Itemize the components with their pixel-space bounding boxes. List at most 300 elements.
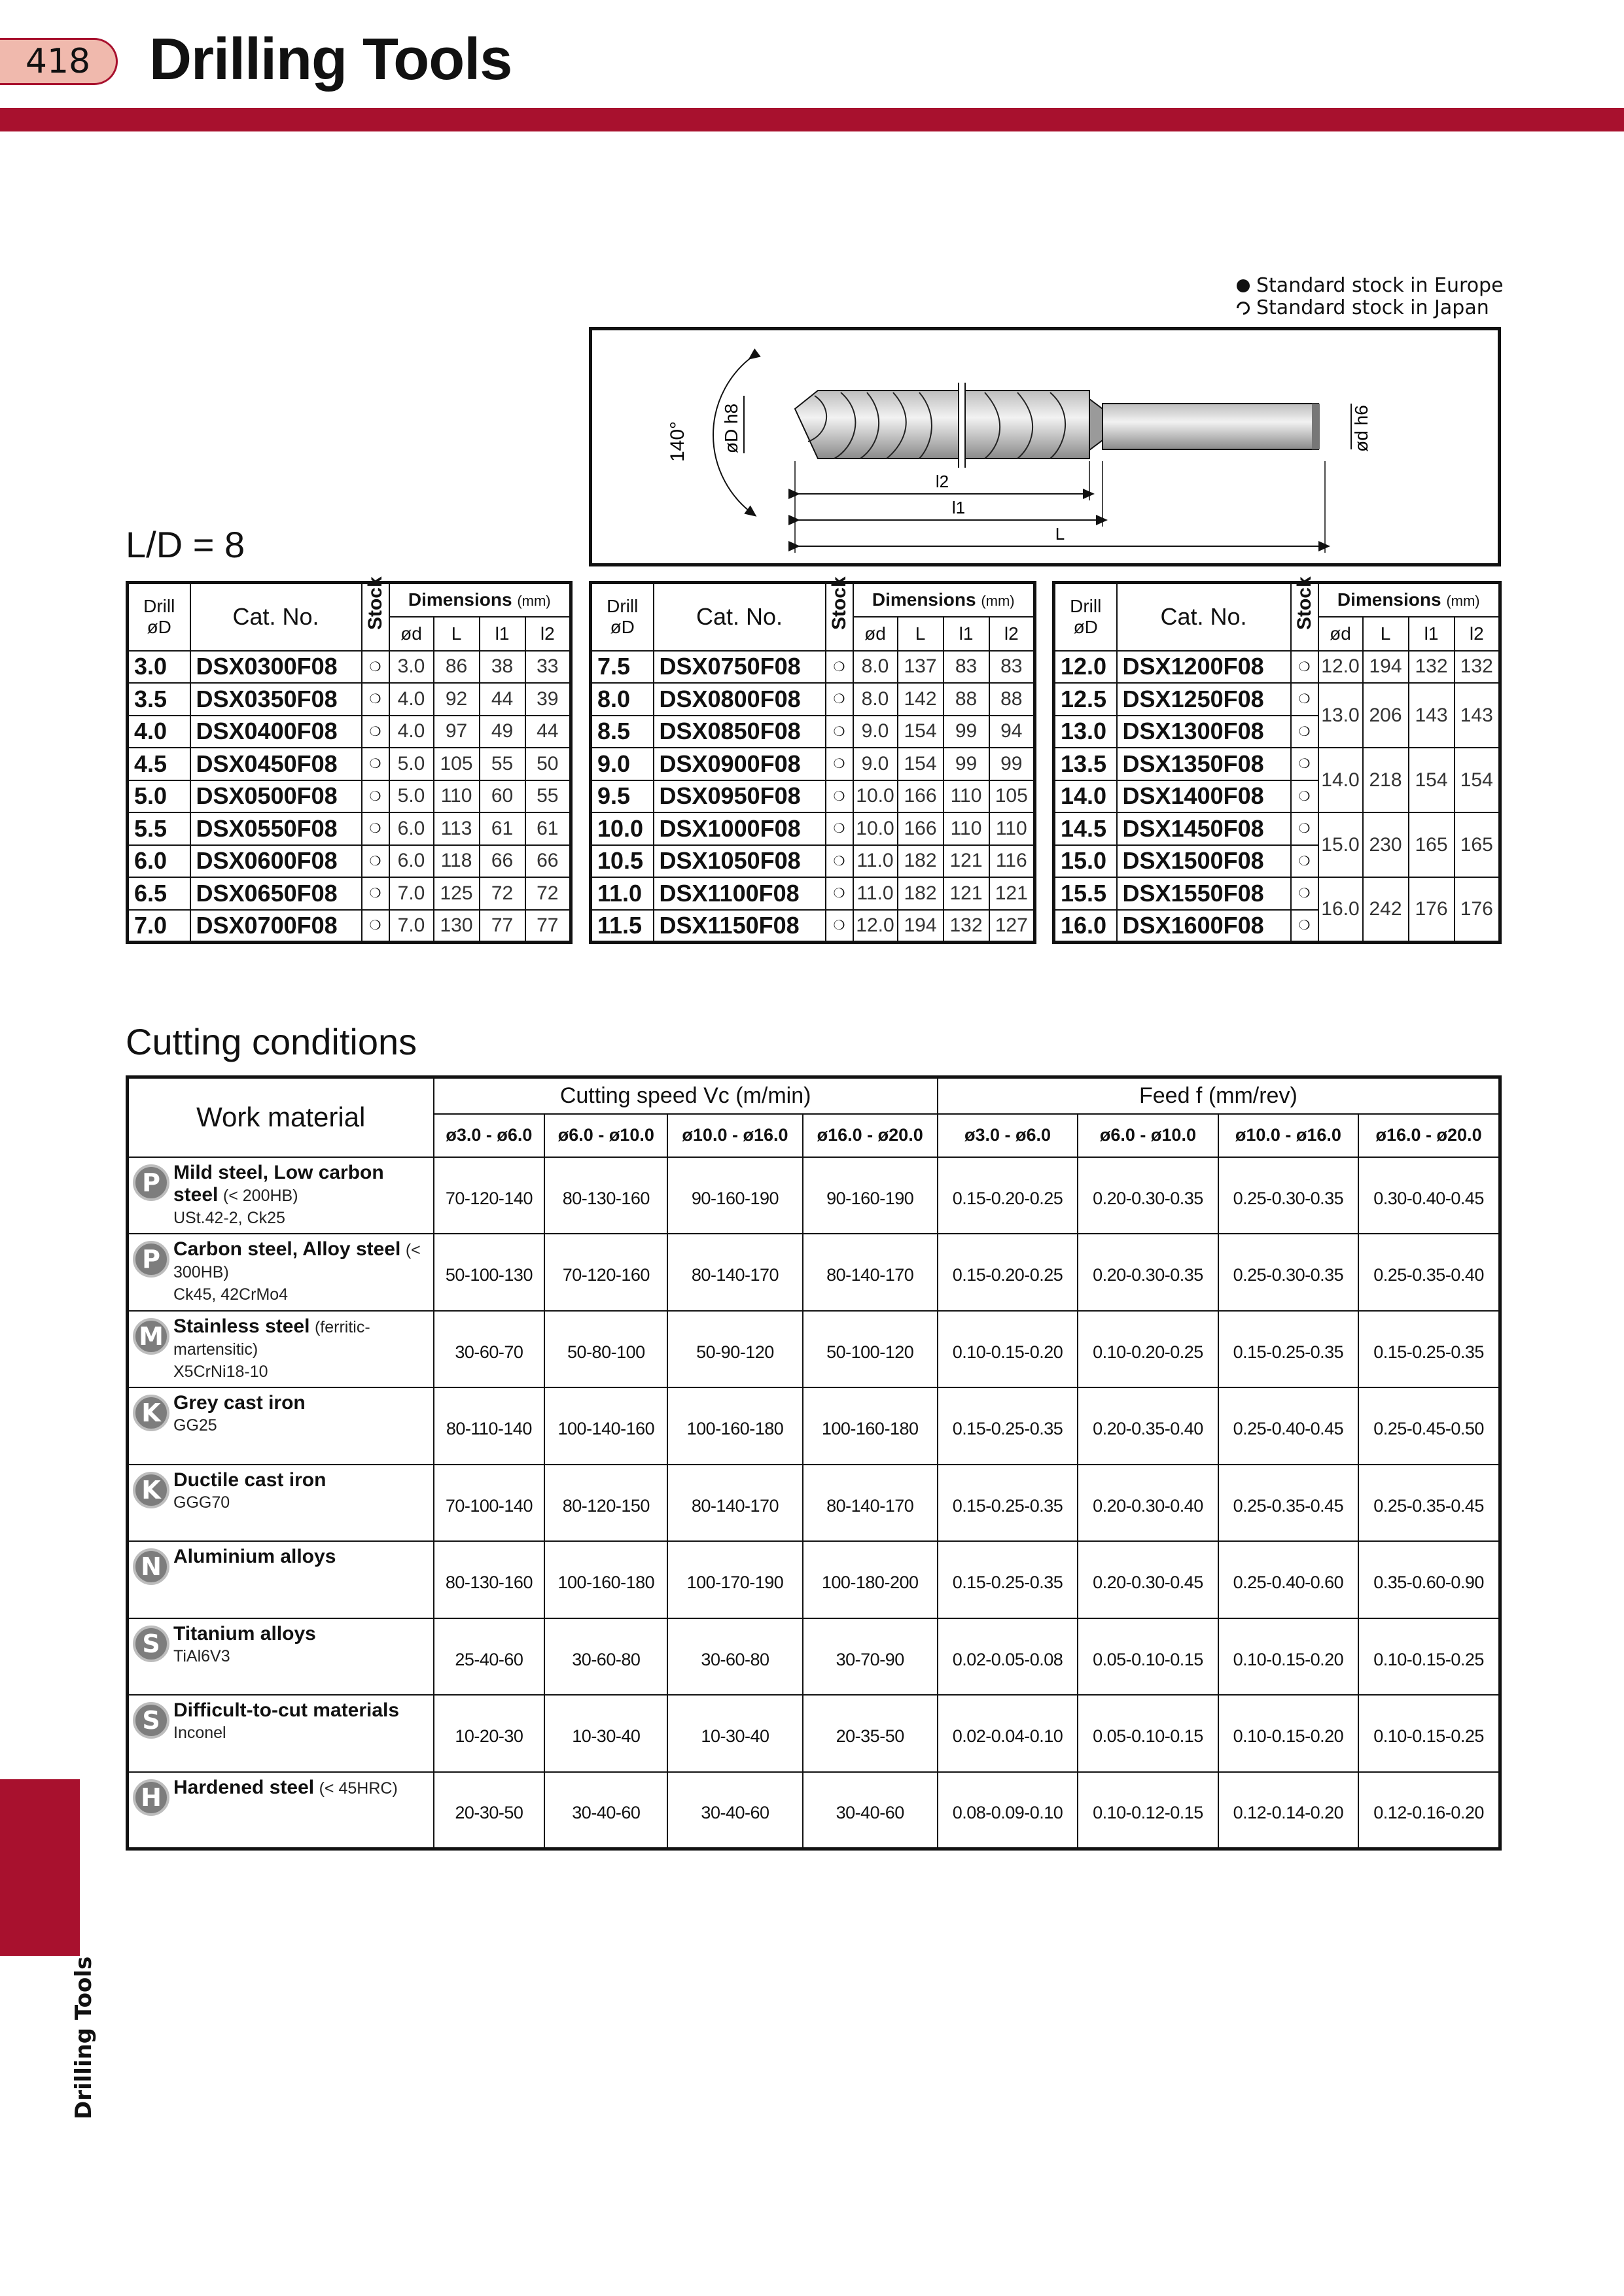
catalog-number: DSX0750F08: [654, 651, 826, 684]
stock-open-circle-icon: ❍: [826, 716, 853, 748]
dim-od: 15.0: [1318, 812, 1363, 877]
stock-open-circle-icon: ❍: [362, 683, 389, 716]
drill-diameter: 9.0: [591, 748, 654, 780]
dim-l2: 83: [989, 651, 1035, 684]
drill-diameter: 12.5: [1054, 683, 1117, 716]
shank-end: [1312, 404, 1320, 449]
material-info: [133, 1699, 431, 1744]
material-example: Inconel: [173, 1724, 226, 1742]
legend-japan: [1237, 297, 1504, 319]
cutting-speed-value: 90-160-190: [803, 1157, 938, 1234]
drill-diameter: 15.0: [1054, 845, 1117, 878]
dim-l2: 127: [989, 910, 1035, 943]
dim-l2: 94: [989, 716, 1035, 748]
iso-s-icon: S: [133, 1626, 169, 1662]
iso-p-icon: P: [133, 1241, 169, 1278]
L-label: L: [1055, 524, 1065, 544]
catalog-number: DSX0900F08: [654, 748, 826, 780]
material-name: Ductile cast iron: [173, 1469, 327, 1491]
catalog-number: DSX0500F08: [190, 780, 362, 813]
material-row: [128, 1618, 1500, 1696]
feed-value: 0.25-0.30-0.35: [1218, 1157, 1358, 1234]
dim-L: 194: [1363, 651, 1409, 684]
feed-value: 0.20-0.35-0.40: [1078, 1387, 1218, 1465]
dim-od: 5.0: [389, 780, 434, 813]
drill-header-label: Drill: [143, 596, 175, 617]
stock-open-circle-icon: ❍: [362, 716, 389, 748]
material-name: Stainless steel: [173, 1315, 310, 1337]
dim-l1: 154: [1409, 748, 1455, 812]
material-text: [173, 1469, 326, 1514]
dim-l1: 99: [944, 748, 989, 780]
cutting-speed-value: 100-180-200: [803, 1541, 938, 1618]
speed-range-header: ø3.0 - ø6.0: [434, 1114, 545, 1157]
feed-value: 0.10-0.15-0.20: [1218, 1618, 1358, 1696]
dim-l2: 33: [525, 651, 571, 684]
dimensions-header: [389, 583, 571, 617]
dim-L: 166: [898, 780, 944, 813]
material-info: [133, 1623, 431, 1667]
material-cell: [128, 1157, 434, 1234]
dim-od: 4.0: [389, 683, 434, 716]
dim-l2: 154: [1455, 748, 1500, 812]
dim-od: 8.0: [853, 651, 898, 684]
feed-value: 0.05-0.10-0.15: [1078, 1695, 1218, 1772]
drill-diameter: 8.5: [591, 716, 654, 748]
stock-open-circle-icon: ❍: [1291, 683, 1318, 716]
stock-open-circle-icon: ❍: [826, 651, 853, 684]
dim-od: 9.0: [853, 748, 898, 780]
stock-open-circle-icon: ❍: [1291, 716, 1318, 748]
material-cell: [128, 1618, 434, 1696]
catalog-number: DSX0650F08: [190, 877, 362, 910]
dim-od: 6.0: [389, 845, 434, 878]
dim-l1: 99: [944, 716, 989, 748]
dim-od: 11.0: [853, 845, 898, 878]
dim-od: 13.0: [1318, 683, 1363, 748]
material-row: [128, 1772, 1500, 1849]
neck: [1089, 399, 1103, 450]
table-row: [128, 845, 571, 878]
feed-value: 0.25-0.40-0.60: [1218, 1541, 1358, 1618]
dim-od: 14.0: [1318, 748, 1363, 812]
material-text: [173, 1392, 306, 1436]
stock-open-circle-icon: ❍: [1291, 910, 1318, 943]
dim-L: 113: [434, 812, 480, 845]
catalog-number: DSX0600F08: [190, 845, 362, 878]
drill-header-sub: øD: [610, 617, 635, 638]
stock-open-circle-icon: ❍: [362, 748, 389, 780]
catalog-number: DSX1000F08: [654, 812, 826, 845]
drill-diameter: 15.5: [1054, 877, 1117, 910]
feed-value: 0.25-0.35-0.45: [1358, 1465, 1500, 1542]
stock-header-label: Stock: [364, 576, 386, 631]
material-row: [128, 1387, 1500, 1465]
material-name: Hardened steel: [173, 1776, 315, 1798]
cutting-speed-value: 100-160-180: [803, 1387, 938, 1465]
catalog-number: DSX1200F08: [1117, 651, 1291, 684]
material-name: Mild steel, Low carbon steel: [173, 1161, 384, 1206]
dim-od: 9.0: [853, 716, 898, 748]
dim-l1: 49: [480, 716, 525, 748]
table-row: [128, 651, 571, 684]
dim-od: 8.0: [853, 683, 898, 716]
feed-value: 0.15-0.25-0.35: [938, 1387, 1078, 1465]
dim-l2: 39: [525, 683, 571, 716]
cutting-conditions-table: [126, 1075, 1502, 1851]
dim-L: 182: [898, 845, 944, 878]
catalog-number: DSX0350F08: [190, 683, 362, 716]
dim-header-l1: l1: [480, 617, 525, 651]
shank-diameter-label: ød h6: [1351, 405, 1371, 452]
dim-l2: 165: [1455, 812, 1500, 877]
table-row: [591, 910, 1035, 943]
cutting-speed-value: 20-35-50: [803, 1695, 938, 1772]
side-tab-label: Drilling Tools: [71, 1956, 97, 2119]
dimensions-unit: (mm): [1446, 593, 1480, 610]
iso-k-icon: K: [133, 1472, 169, 1508]
material-info: [133, 1238, 431, 1306]
drill-diameter: 14.5: [1054, 812, 1117, 845]
material-example: GGG70: [173, 1493, 230, 1512]
stock-header-label: Stock: [1293, 576, 1315, 631]
dim-l1: 83: [944, 651, 989, 684]
material-info: [133, 1315, 431, 1383]
dim-header-l2: l2: [525, 617, 571, 651]
dim-od: 12.0: [1318, 651, 1363, 684]
shank: [1103, 404, 1318, 449]
stock-header: [1291, 576, 1318, 651]
work-material-header: Work material: [128, 1077, 434, 1157]
cutting-speed-value: 30-60-80: [667, 1618, 802, 1696]
dim-l1: 110: [944, 780, 989, 813]
table-row: [1054, 877, 1500, 910]
cutting-speed-value: 30-40-60: [803, 1772, 938, 1849]
drill-drawing: [592, 330, 1498, 563]
iso-k-icon: K: [133, 1395, 169, 1431]
catalog-number: DSX0450F08: [190, 748, 362, 780]
dim-od: 6.0: [389, 812, 434, 845]
cutting-speed-value: 80-110-140: [434, 1387, 545, 1465]
cutting-speed-value: 80-120-150: [544, 1465, 667, 1542]
table-row: [128, 748, 571, 780]
catalog-number: DSX1150F08: [654, 910, 826, 943]
stock-header: [826, 576, 853, 651]
feed-value: 0.35-0.60-0.90: [1358, 1541, 1500, 1618]
material-note: (ferritic-martensitic): [173, 1317, 370, 1359]
feed-value: 0.15-0.20-0.25: [938, 1234, 1078, 1311]
material-name: Aluminium alloys: [173, 1546, 336, 1567]
catalog-number: DSX0850F08: [654, 716, 826, 748]
stock-open-circle-icon: ❍: [826, 845, 853, 878]
feed-value: 0.08-0.09-0.10: [938, 1772, 1078, 1849]
drill-diameter: 4.0: [128, 716, 190, 748]
drill-diameter: 7.0: [128, 910, 190, 943]
dim-l1: 72: [480, 877, 525, 910]
drill-diameter: 12.0: [1054, 651, 1117, 684]
material-row: [128, 1311, 1500, 1388]
catalog-number: DSX1300F08: [1117, 716, 1291, 748]
feed-value: 0.20-0.30-0.35: [1078, 1234, 1218, 1311]
cutting-speed-value: 10-30-40: [667, 1695, 802, 1772]
dim-header-L: L: [434, 617, 480, 651]
drill-diameter: 9.5: [591, 780, 654, 813]
stock-open-circle-icon: ❍: [362, 780, 389, 813]
material-row: [128, 1695, 1500, 1772]
material-row: [128, 1541, 1500, 1618]
stock-open-circle-icon: ❍: [826, 780, 853, 813]
feed-value: 0.12-0.16-0.20: [1358, 1772, 1500, 1849]
dim-l2: 77: [525, 910, 571, 943]
side-tab-block: [0, 1779, 80, 1956]
feed-value: 0.10-0.15-0.20: [1218, 1695, 1358, 1772]
header-bar: [0, 108, 1624, 131]
feed-value: 0.05-0.10-0.15: [1078, 1618, 1218, 1696]
stock-open-circle-icon: ❍: [362, 812, 389, 845]
dim-L: 110: [434, 780, 480, 813]
stock-open-circle-icon: ❍: [1291, 748, 1318, 780]
dim-header-l1: l1: [944, 617, 989, 651]
dim-header-L: L: [1363, 617, 1409, 651]
material-name: Difficult-to-cut materials: [173, 1699, 400, 1721]
catalog-number: DSX1050F08: [654, 845, 826, 878]
dim-L: 194: [898, 910, 944, 943]
legend-japan-text: Standard stock in Japan: [1256, 296, 1489, 319]
cutting-speed-value: 80-140-170: [803, 1234, 938, 1311]
table-row: [591, 683, 1035, 716]
cutting-speed-value: 30-60-80: [544, 1618, 667, 1696]
cutting-speed-value: 100-170-190: [667, 1541, 802, 1618]
feed-value: 0.25-0.35-0.45: [1218, 1465, 1358, 1542]
dim-l2: 110: [989, 812, 1035, 845]
dim-L: 166: [898, 812, 944, 845]
table-row: [591, 748, 1035, 780]
feed-value: 0.10-0.15-0.25: [1358, 1695, 1500, 1772]
cutting-speed-value: 80-140-170: [667, 1234, 802, 1311]
dim-l2: 132: [1455, 651, 1500, 684]
dim-l2: 50: [525, 748, 571, 780]
cat-header: Cat. No.: [1117, 583, 1291, 651]
dim-l1: 66: [480, 845, 525, 878]
material-text: [173, 1546, 336, 1568]
feed-range-header: ø3.0 - ø6.0: [938, 1114, 1078, 1157]
stock-open-circle-icon: ❍: [1291, 780, 1318, 813]
feed-value: 0.02-0.05-0.08: [938, 1618, 1078, 1696]
table-row: [1054, 683, 1500, 716]
stock-open-circle-icon: ❍: [362, 877, 389, 910]
material-cell: [128, 1234, 434, 1311]
dim-l1: 132: [1409, 651, 1455, 684]
material-name: Carbon steel, Alloy steel: [173, 1238, 401, 1260]
drill-diameter: 11.0: [591, 877, 654, 910]
catalog-number: DSX0800F08: [654, 683, 826, 716]
material-example: Ck45, 42CrMo4: [173, 1285, 289, 1304]
page-title: Drilling Tools: [149, 27, 512, 92]
dim-L: 154: [898, 716, 944, 748]
cutting-speed-value: 50-90-120: [667, 1311, 802, 1388]
dim-header-od: ød: [853, 617, 898, 651]
table-row: [128, 877, 571, 910]
material-cell: [128, 1465, 434, 1542]
drill-diameter: 8.0: [591, 683, 654, 716]
drill-header: [128, 583, 190, 651]
stock-open-circle-icon: ❍: [826, 683, 853, 716]
material-info: [133, 1546, 431, 1585]
dimensions-label: Dimensions: [1337, 589, 1441, 610]
dim-L: 125: [434, 877, 480, 910]
stock-open-circle-icon: ❍: [826, 812, 853, 845]
dim-L: 206: [1363, 683, 1409, 748]
dim-L: 182: [898, 877, 944, 910]
dimensions-label: Dimensions: [408, 589, 512, 610]
dim-l2: 176: [1455, 877, 1500, 942]
feed-value: 0.15-0.25-0.35: [1218, 1311, 1358, 1388]
angle-label: 140°: [667, 421, 688, 462]
drill-diameter: 6.5: [128, 877, 190, 910]
dim-od: 5.0: [389, 748, 434, 780]
table-row: [128, 910, 571, 943]
ld-table-2: [589, 576, 1036, 944]
feed-value: 0.10-0.15-0.25: [1358, 1618, 1500, 1696]
dim-L: 154: [898, 748, 944, 780]
cutting-heading: Cutting conditions: [126, 1021, 417, 1062]
material-text: [173, 1699, 399, 1744]
speed-range-header: ø10.0 - ø16.0: [667, 1114, 802, 1157]
table-row: [591, 845, 1035, 878]
material-row: [128, 1234, 1500, 1311]
cutting-speed-value: 70-100-140: [434, 1465, 545, 1542]
feed-range-header: ø6.0 - ø10.0: [1078, 1114, 1218, 1157]
table-row: [1054, 651, 1500, 684]
stock-header-label: Stock: [828, 576, 850, 631]
cutting-speed-value: 50-100-120: [803, 1311, 938, 1388]
dim-l1: 55: [480, 748, 525, 780]
dimensions-label: Dimensions: [872, 589, 976, 610]
drill-diameter: 13.0: [1054, 716, 1117, 748]
stock-open-circle-icon: ❍: [826, 877, 853, 910]
dim-l2: 72: [525, 877, 571, 910]
cutting-speed-value: 70-120-140: [434, 1157, 545, 1234]
catalog-number: DSX1100F08: [654, 877, 826, 910]
ld-table-1: [126, 576, 573, 944]
stock-open-circle-icon: ❍: [826, 748, 853, 780]
catalog-number: DSX1400F08: [1117, 780, 1291, 813]
table-row: [128, 716, 571, 748]
iso-s-icon: S: [133, 1702, 169, 1739]
feed-header: Feed f (mm/rev): [938, 1077, 1500, 1114]
material-text: [173, 1315, 431, 1383]
table-row: [1054, 748, 1500, 780]
dim-L: 118: [434, 845, 480, 878]
drill-diameter: 5.0: [128, 780, 190, 813]
dimensions-unit: (mm): [517, 593, 551, 610]
cutting-speed-value: 10-30-40: [544, 1695, 667, 1772]
catalog-number: DSX1350F08: [1117, 748, 1291, 780]
drill-diameter: 6.0: [128, 845, 190, 878]
feed-value: 0.10-0.15-0.20: [938, 1311, 1078, 1388]
cutting-speed-value: 30-40-60: [544, 1772, 667, 1849]
dim-l1: 44: [480, 683, 525, 716]
table-row: [591, 780, 1035, 813]
feed-value: 0.20-0.30-0.45: [1078, 1541, 1218, 1618]
dim-od: 10.0: [853, 812, 898, 845]
feed-value: 0.30-0.40-0.45: [1358, 1157, 1500, 1234]
dim-l2: 116: [989, 845, 1035, 878]
cutting-speed-value: 10-20-30: [434, 1695, 545, 1772]
iso-m-icon: M: [133, 1318, 169, 1355]
drill-diameter: 11.5: [591, 910, 654, 943]
drill-body-right: [965, 391, 1089, 459]
drill-diameter: 3.5: [128, 683, 190, 716]
dim-L: 130: [434, 910, 480, 943]
catalog-number: DSX0300F08: [190, 651, 362, 684]
dim-l2: 121: [989, 877, 1035, 910]
stock-open-circle-icon: ❍: [1291, 651, 1318, 684]
cat-header: Cat. No.: [190, 583, 362, 651]
table-row: [128, 683, 571, 716]
table-row: [591, 877, 1035, 910]
feed-value: 0.25-0.45-0.50: [1358, 1387, 1500, 1465]
dim-od: 3.0: [389, 651, 434, 684]
cutting-speed-header: Cutting speed Vc (m/min): [434, 1077, 938, 1114]
cutting-speed-value: 50-100-130: [434, 1234, 545, 1311]
material-info: [133, 1392, 431, 1436]
dim-l1: 88: [944, 683, 989, 716]
dim-l2: 88: [989, 683, 1035, 716]
dim-od: 4.0: [389, 716, 434, 748]
iso-h-icon: H: [133, 1779, 169, 1816]
catalog-number: DSX1500F08: [1117, 845, 1291, 878]
drill-header-label: Drill: [1070, 596, 1102, 617]
dim-l1: 61: [480, 812, 525, 845]
stock-open-circle-icon: ❍: [362, 910, 389, 943]
dim-l2: 61: [525, 812, 571, 845]
feed-value: 0.12-0.14-0.20: [1218, 1772, 1358, 1849]
drill-diameter: 4.5: [128, 748, 190, 780]
dim-L: 105: [434, 748, 480, 780]
stock-open-circle-icon: ❍: [362, 845, 389, 878]
legend-europe: [1237, 275, 1504, 297]
page-number: 418: [0, 38, 118, 85]
dim-l2: 44: [525, 716, 571, 748]
l1-label: l1: [951, 498, 966, 517]
material-text: [173, 1238, 431, 1306]
drill-header: [591, 583, 654, 651]
material-cell: [128, 1541, 434, 1618]
dim-od: 16.0: [1318, 877, 1363, 942]
dim-L: 218: [1363, 748, 1409, 812]
material-info: [133, 1469, 431, 1514]
material-note: (< 300HB): [173, 1241, 421, 1281]
dim-od: 11.0: [853, 877, 898, 910]
cutting-speed-value: 50-80-100: [544, 1311, 667, 1388]
dim-l1: 38: [480, 651, 525, 684]
dim-l1: 77: [480, 910, 525, 943]
dim-header-l2: l2: [1455, 617, 1500, 651]
catalog-number: DSX1450F08: [1117, 812, 1291, 845]
cutting-speed-value: 90-160-190: [667, 1157, 802, 1234]
catalog-number: DSX0950F08: [654, 780, 826, 813]
filled-circle-icon: [1237, 279, 1250, 292]
cutting-speed-value: 80-130-160: [544, 1157, 667, 1234]
feed-value: 0.15-0.25-0.35: [938, 1541, 1078, 1618]
dim-l2: 143: [1455, 683, 1500, 748]
dim-l1: 121: [944, 845, 989, 878]
material-text: [173, 1777, 398, 1800]
table-row: [591, 812, 1035, 845]
cutting-speed-value: 25-40-60: [434, 1618, 545, 1696]
stock-header: [362, 576, 389, 651]
